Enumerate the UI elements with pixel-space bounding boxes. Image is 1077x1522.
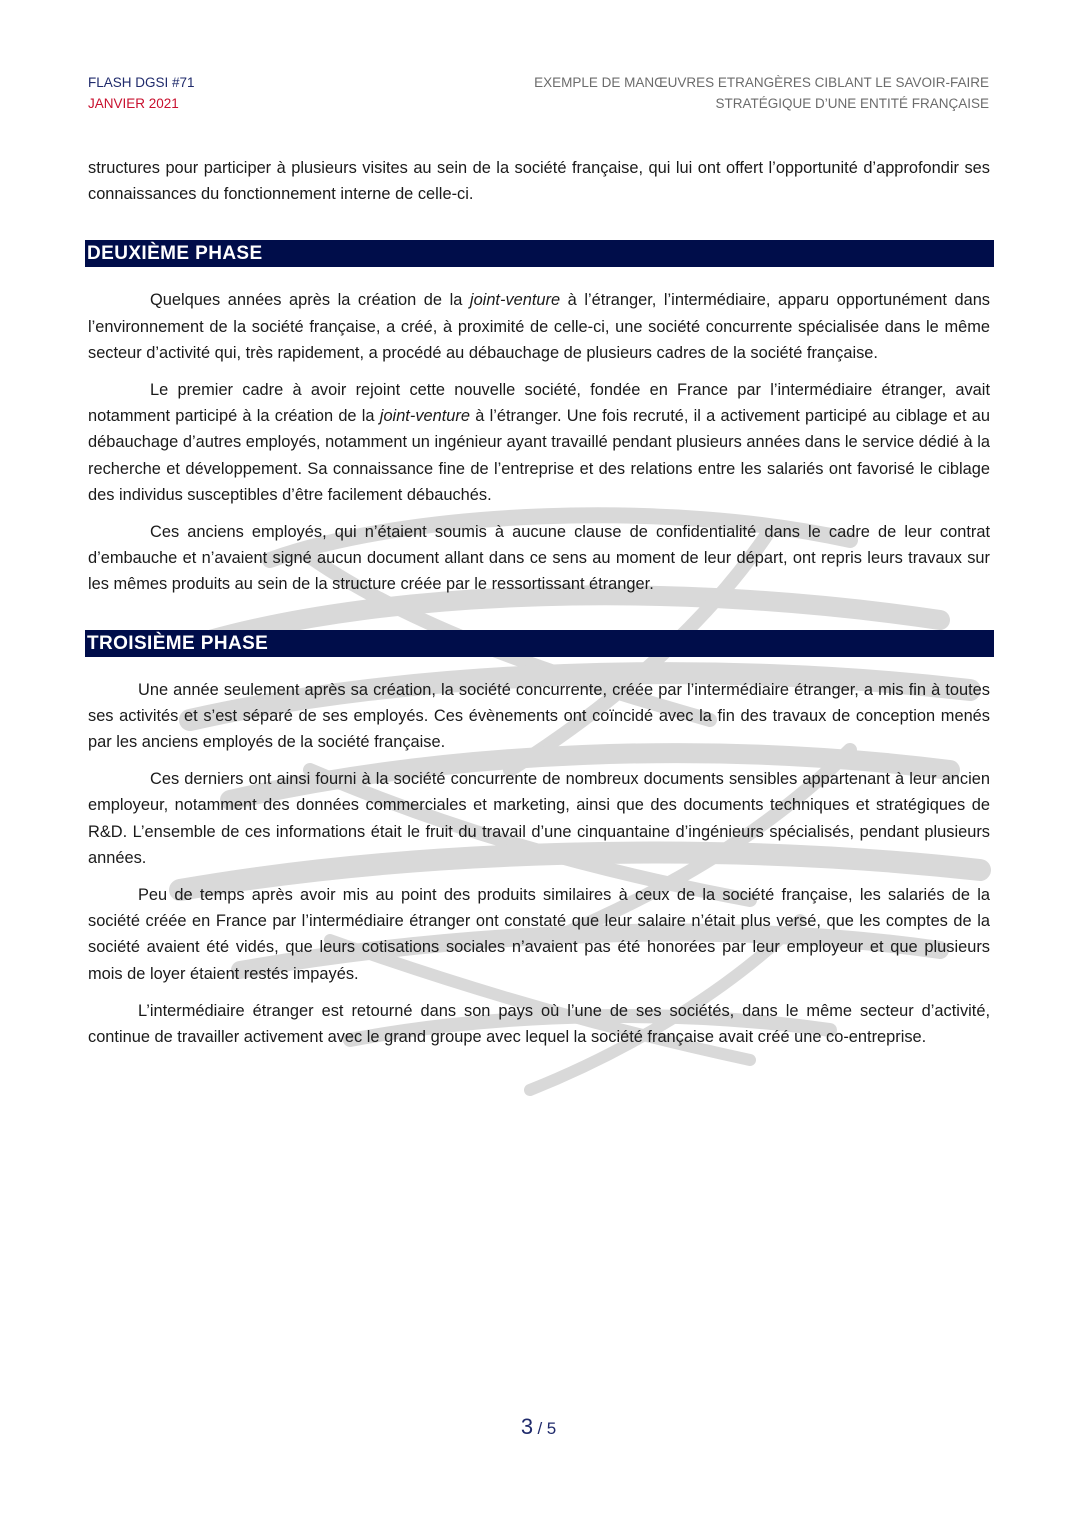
section3-paragraph-4: L’intermédiaire étranger est retourné dans son pays où l’une de ses sociétés, dans le même secteur d’activité, continue de travailler activement avec le grand groupe avec lequel la société française avait créé une co-entreprise. xyxy=(88,1001,990,1047)
section-heading-troisieme-phase: TROISIÈME PHASE xyxy=(85,630,994,657)
section3-paragraph-2: Ces derniers ont ainsi fourni à la société concurrente de nombreux documents sensibles appartenant à leur ancien employeur, notamment des données commerciales et marketing, ainsi que des documents techniques et stratégiques de R&D. L’ensemble de ces informations était le fruit du travail d’une cinquantaine d’ingénieurs spécialisés, pendant plusieurs années. xyxy=(88,770,990,867)
section-heading-deuxieme-phase: DEUXIÈME PHASE xyxy=(85,240,994,267)
section2-paragraph-1: Quelques années après la création de la joint-venture à l’étranger, l’intermédiaire, apparu opportunément dans l’environnement de la société française, a créé, à proximité de celle-ci, une société concurrente spécialisée dans le même secteur d’activité qui, très rapidement, a procédé au débauchage de plusieurs cadres de la société française. xyxy=(88,291,990,362)
document-body xyxy=(88,155,990,1061)
document-date: JANVIER 2021 xyxy=(88,96,179,111)
document-title-line1: EXEMPLE DE MANŒUVRES ETRANGÈRES CIBLANT LE SAVOIR-FAIRE xyxy=(534,75,989,90)
header-right xyxy=(469,72,989,114)
intro-paragraph: structures pour participer à plusieurs visites au sein de la société française, qui lui ont offert l’opportunité d’approfondir ses connaissances du fonctionnement interne de celle-ci. xyxy=(88,159,990,204)
header-left xyxy=(88,72,195,114)
document-title-line2: STRATÉGIQUE D’UNE ENTITÉ FRANÇAISE xyxy=(715,96,989,111)
section2-paragraph-2: Le premier cadre à avoir rejoint cette nouvelle société, fondée en France par l’intermédiaire étranger, avait notamment participé à la création de la joint-venture à l’étranger. Une fois recruté, il a activement participé au ciblage et au débauchage d’autres employés, notamment un ingénieur ayant travaillé pendant plusieurs années dans le service dédié à la recherche et développement. Sa connaissance fine de l’entreprise et des relations entre les salariés ont favorisé le ciblage des individus susceptibles d’être facilement débauchés. xyxy=(88,381,991,504)
page-total: 5 xyxy=(546,1419,557,1438)
section2-paragraph-3: Ces anciens employés, qui n’étaient soumis à aucune clause de confidentialité dans le cadre de leur contrat d’embauche et n’avaient signé aucun document allant dans ce sens au moment de leur départ, ont repris leurs travaux sur les mêmes produits au sein de la structure créée par le ressortissant étranger. xyxy=(88,523,990,594)
page-separator: / xyxy=(537,1419,543,1438)
document-id: FLASH DGSI #71 xyxy=(88,75,195,90)
section3-paragraph-3: Peu de temps après avoir mis au point des produits similaires à ceux de la société française, les salariés de la société créée en France par l’intermédiaire étranger ont constaté que leur salaire n’était plus versé, que les comptes de la société avaient été vidés, que leurs cotisations sociales n’avaient pas été honorées par leur employeur et que plusieurs mois de loyer étaient restés impayés. xyxy=(88,886,990,983)
page-current: 3 xyxy=(520,1414,534,1439)
section3-paragraph-1: Une année seulement après sa création, la société concurrente, créée par l’intermédiaire étranger, a mis fin à toutes ses activités et s’est séparé de ses employés. Ces évènements ont coïncidé avec la fin des travaux de conception menés par les anciens employés de la société française. xyxy=(88,680,990,752)
page-number xyxy=(0,1414,1077,1440)
